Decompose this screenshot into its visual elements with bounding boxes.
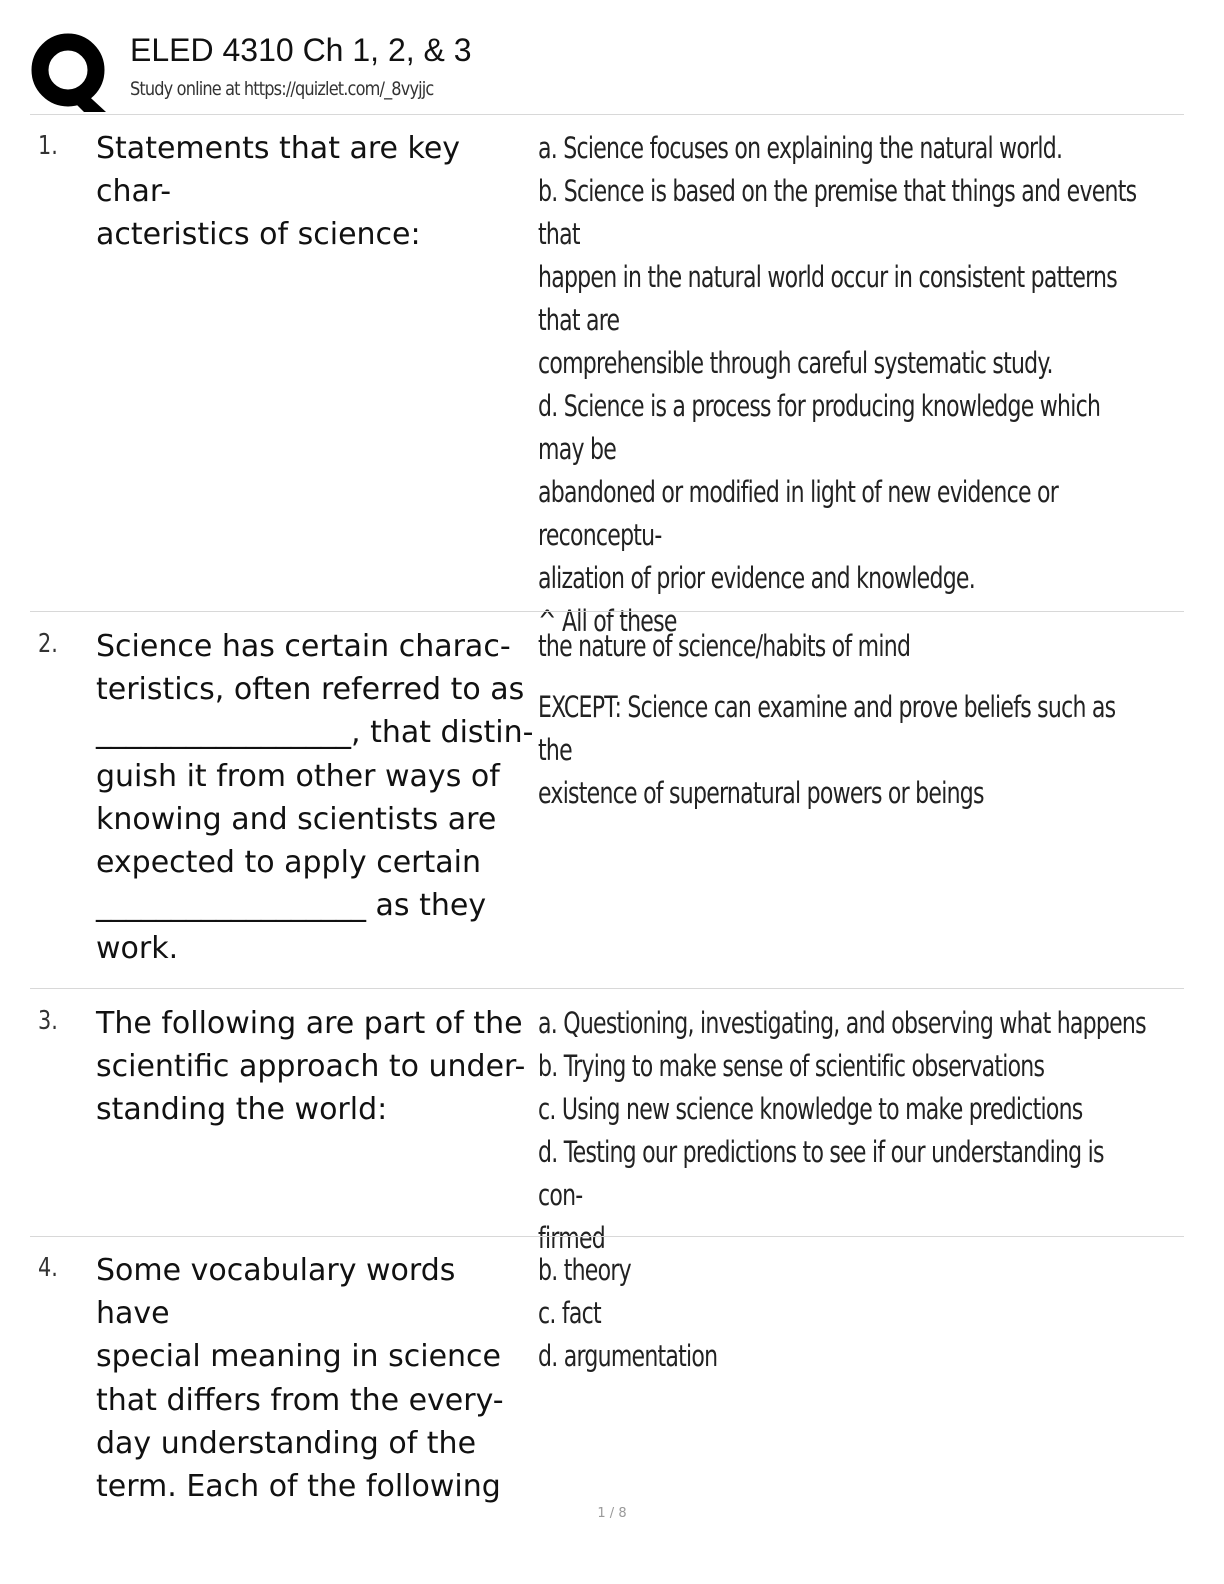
card-definition: a. Science focuses on explaining the natural world. b. Science is based on the premise that things and events that happen in the natural world occur in consistent patterns that are comprehensible through careful systematic study. d. Science is a process for producing knowledge which may be abandoned or modified in light of new evidence or reconceptu- alization of prior evidence and knowledge. ^ All of these EXCEPT: Science can examine and prove beliefs such as the existence of supernatural powers or beings bbox=[538, 131, 1137, 810]
card-number: 4. bbox=[38, 1253, 58, 1283]
divider bbox=[30, 988, 1184, 989]
page-header bbox=[30, 28, 1184, 114]
card-term: The following are part of the scientific approach to under- standing the world: bbox=[96, 1006, 526, 1128]
card-definition: the nature of science/habits of mind bbox=[538, 629, 911, 663]
flashcard-4 bbox=[30, 1249, 1184, 1505]
quizlet-q-logo-icon bbox=[30, 32, 110, 112]
card-term: Science has certain charac- teristics, often referred to as _________________, that distin- guish it from other ways of knowing and scientists are expected to apply certain __________________ as they work. bbox=[96, 629, 534, 967]
page-number: 1 / 8 bbox=[597, 1506, 627, 1521]
card-number: 2. bbox=[38, 629, 58, 659]
card-term: Some vocabulary words have special meaning in science that differs from the every- day understanding of the term. Each of the following bbox=[96, 1253, 504, 1505]
card-definition: a. Questioning, investigating, and observing what happens b. Trying to make sense of scientific observations c. Using new science knowledge to make predictions d. Testing our predictions to see if our understanding is con- firmed bbox=[538, 1006, 1146, 1255]
card-term: Statements that are key char- acteristics of science: bbox=[96, 131, 461, 253]
document-title: ELED 4310 Ch 1, 2, & 3 bbox=[130, 32, 472, 68]
card-number: 1. bbox=[38, 131, 58, 161]
card-definition: b. theory c. fact d. argumentation bbox=[538, 1253, 718, 1373]
flashcard-2 bbox=[30, 625, 1184, 975]
divider bbox=[30, 611, 1184, 612]
divider bbox=[30, 114, 1184, 115]
flashcard-3 bbox=[30, 1002, 1184, 1255]
study-online-link[interactable]: Study online at https://quizlet.com/_8vyjjc bbox=[130, 78, 434, 100]
card-number: 3. bbox=[38, 1006, 58, 1036]
divider bbox=[30, 1236, 1184, 1237]
